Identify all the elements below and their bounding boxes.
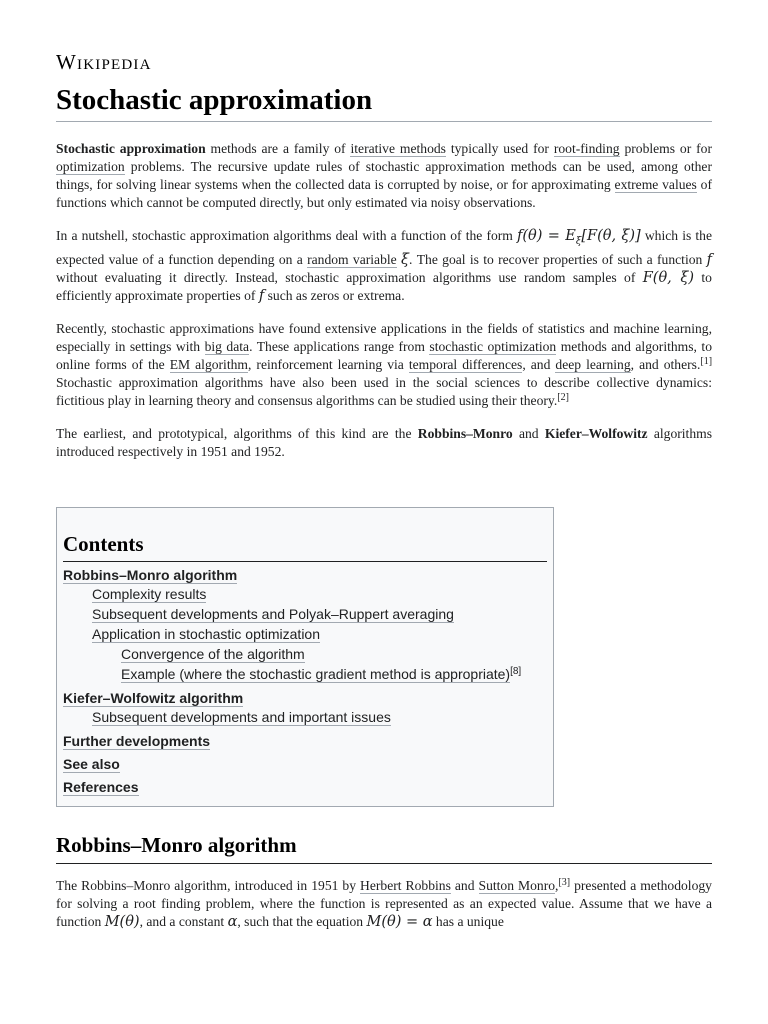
math-f: f — [706, 251, 712, 268]
toc-item-label: Application in stochastic optimization — [92, 626, 321, 642]
paragraph-4 — [56, 425, 712, 461]
text: problems. The recursive update rules of stochastic approximation methods can be used, among other things, for solving linear systems when the collected data is corrupted by noise, or for approximating — [56, 159, 712, 192]
section-robbins-monro-body — [56, 877, 712, 931]
math-part: f(θ) = E — [517, 228, 576, 244]
toc-item-label: Complexity results — [92, 586, 207, 602]
toc-item-label: See also — [63, 756, 120, 772]
math-f-expectation — [517, 228, 641, 247]
toc-item-label: Convergence of the algorithm — [121, 646, 305, 662]
toc-item-convergence[interactable] — [63, 644, 547, 664]
bold-kiefer-wolfowitz: Kiefer–Wolfowitz — [544, 425, 648, 441]
text: algorithms introduced respectively in 1951 and 1952. — [56, 425, 712, 459]
paragraph-2 — [56, 227, 712, 305]
toc-item-label: Example (where the stochastic gradient method is appropriate) — [121, 666, 511, 682]
math-M-theta: M(θ) — [104, 914, 140, 930]
page-title: Stochastic approximation — [56, 84, 712, 122]
article-intro — [56, 140, 712, 476]
reference-1[interactable]: [1] — [700, 355, 713, 367]
toc-item-important-issues[interactable] — [63, 707, 547, 727]
text: In a nutshell, stochastic approximation algorithms deal with a function of the form — [56, 228, 518, 243]
reference-3[interactable]: [3] — [558, 877, 571, 888]
text: , — [555, 878, 559, 893]
toc-item-example[interactable] — [63, 664, 547, 684]
toc-item-polyak-ruppert[interactable] — [63, 604, 547, 624]
bold-term: Stochastic approximation — [56, 141, 206, 156]
text: , and a constant — [139, 914, 228, 929]
toc-item-label: Subsequent developments and Polyak–Ruppert averaging — [92, 606, 454, 622]
section-heading-robbins-monro: Robbins–Monro algorithm — [56, 833, 712, 864]
link-herbert-robbins[interactable]: Herbert Robbins — [360, 878, 451, 893]
text: to efficiently approximate properties of — [56, 269, 712, 303]
toc-item-robbins-monro[interactable] — [63, 566, 547, 584]
link-big-data[interactable]: big data — [204, 338, 250, 354]
toc-item-kiefer-wolfowitz[interactable] — [63, 689, 547, 707]
text: , such that the equation — [237, 914, 367, 929]
paragraph-3 — [56, 320, 712, 410]
text: without evaluating it directly. Instead, stochastic approximation algorithms use random samples of — [56, 269, 643, 285]
paragraph-5 — [56, 877, 712, 931]
text: . These applications range from — [249, 338, 430, 354]
text: problems or for — [619, 141, 712, 156]
table-of-contents — [56, 507, 554, 807]
text: and — [450, 878, 479, 893]
link-em-algorithm[interactable]: EM algorithm — [169, 356, 248, 372]
text: methods are a family of — [205, 141, 351, 156]
text: Stochastic approximation algorithms have also been used in the social sciences to describe collective dynamics: fictitious play in learning theory and consensus algorithms can be studied using their theory. — [56, 374, 712, 408]
text: of functions which cannot be computed directly, but only estimated via noisy observations. — [56, 177, 712, 210]
toc-item-label: Kiefer–Wolfowitz algorithm — [63, 690, 244, 706]
toc-title: Contents — [63, 532, 547, 562]
link-extreme-values[interactable]: extreme values — [614, 177, 697, 192]
text: , and others. — [630, 356, 701, 372]
toc-item-references[interactable] — [63, 778, 547, 796]
link-stochastic-optimization[interactable]: stochastic optimization — [429, 338, 557, 354]
toc-item-stochastic-optimization[interactable] — [63, 624, 547, 644]
text: typically used for — [445, 141, 554, 156]
toc-item-label: Subsequent developments and important issues — [92, 709, 391, 725]
text: methods and algorithms, to online forms of the — [56, 338, 712, 372]
text: The Robbins–Monro algorithm, introduced in 1951 by — [56, 878, 361, 893]
text: Recently, stochastic approximations have found extensive applications in the fields of statistics and machine learning, especially in settings with — [56, 320, 712, 354]
math-sub: ξ — [575, 235, 582, 247]
link-temporal-differences[interactable]: temporal differences — [408, 356, 523, 372]
bold-robbins-monro: Robbins–Monro — [417, 425, 513, 441]
toc-item-label: Further developments — [63, 733, 211, 749]
text: which is the expected value of a function depending on a — [56, 228, 713, 267]
wikipedia-wordmark[interactable]: Wikipedia — [56, 50, 152, 74]
text: has a unique — [432, 914, 504, 929]
toc-item-complexity-results[interactable] — [63, 584, 547, 604]
text: presented a methodology for solving a root finding problem, where the function is represented as an expected value. Assume that we have a function — [56, 878, 712, 929]
link-optimization[interactable]: optimization — [56, 159, 125, 174]
toc-item-see-also[interactable] — [63, 755, 547, 773]
math-equation: M(θ) = α — [366, 914, 433, 930]
text: such as zeros or extrema. — [264, 287, 405, 303]
toc-item-further-developments[interactable] — [63, 732, 547, 750]
toc-item-label: References — [63, 779, 139, 795]
math-xi: ξ — [401, 251, 410, 268]
text: and — [512, 425, 545, 441]
link-deep-learning[interactable]: deep learning — [555, 356, 631, 372]
link-root-finding[interactable]: root-finding — [553, 141, 620, 156]
link-sutton-monro[interactable]: Sutton Monro — [478, 878, 556, 893]
toc-list — [63, 566, 547, 796]
toc-item-label: Robbins–Monro algorithm — [63, 567, 238, 583]
reference-8: [8] — [510, 666, 522, 677]
math-part: [F(θ, ξ)] — [581, 228, 641, 244]
paragraph-1 — [56, 140, 712, 212]
text: The earliest, and prototypical, algorithms of this kind are the — [56, 425, 418, 441]
text: , reinforcement learning via — [248, 356, 409, 372]
text: . The goal is to recover properties of such a function — [409, 251, 707, 267]
math-F-theta-xi: F(θ, ξ) — [642, 269, 695, 286]
text: , and — [522, 356, 556, 372]
link-random-variable[interactable]: random variable — [307, 251, 397, 267]
math-f: f — [258, 287, 265, 304]
reference-2[interactable]: [2] — [557, 391, 569, 403]
link-iterative-methods[interactable]: iterative methods — [350, 141, 446, 156]
math-alpha: α — [227, 914, 238, 930]
